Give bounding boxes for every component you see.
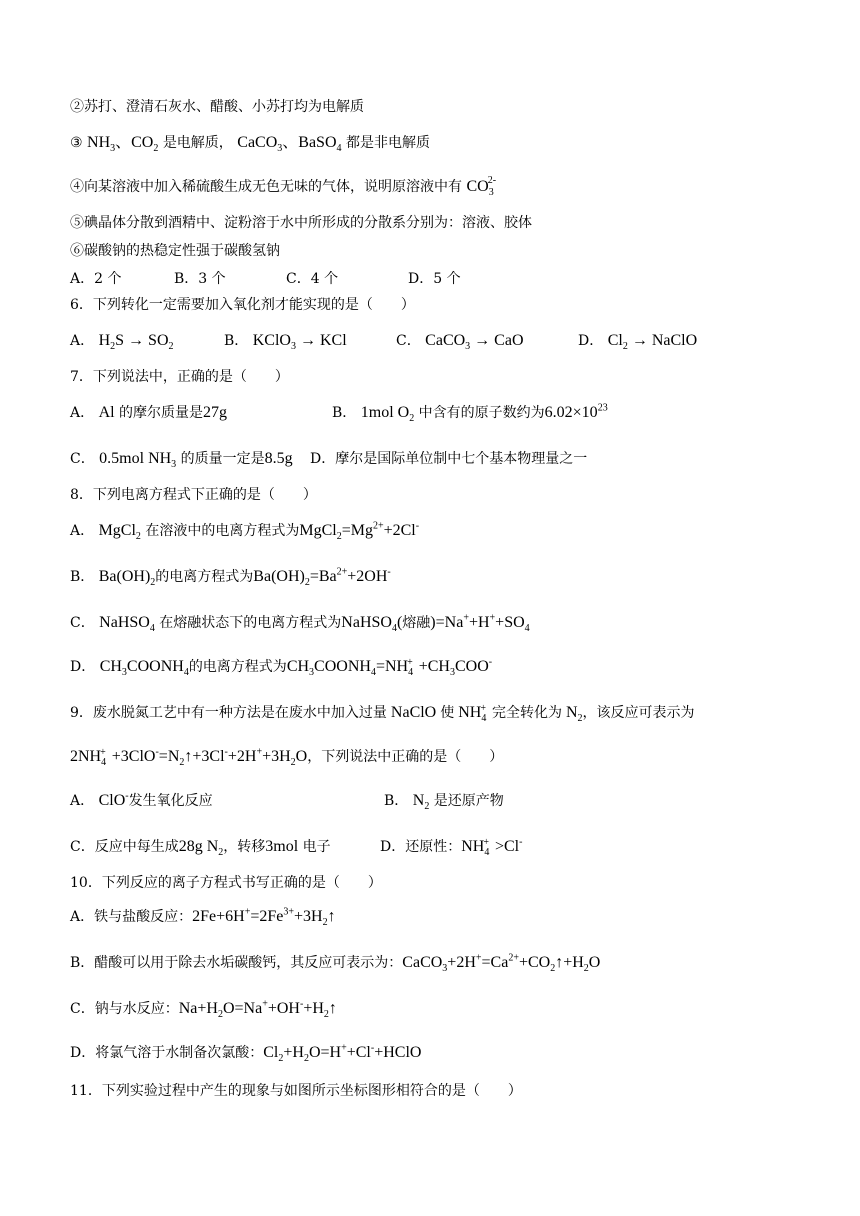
q6-option-b[interactable]: B． KClO$_3$ → KCl	[224, 332, 347, 353]
q7-option-d[interactable]: D．摩尔是国际单位制中七个基本物理量之一	[310, 451, 588, 467]
q9-option-b[interactable]: B． $N_2$ 是还原产物	[384, 792, 504, 813]
q11-stem: 11．下列实验过程中产生的现象与如图所示坐标图形相符合的是（ ）	[70, 1083, 522, 1099]
q8-option-a[interactable]: A． MgCl$_2$ 在溶液中的电离方程式为$MgCl_2=Mg^{2+}+2Cl^-$	[70, 520, 420, 543]
q9-option-c[interactable]: C．反应中每生成28g $N_2$，转移3mol 电子	[70, 838, 331, 859]
statement-6: ⑥碳酸钠的热稳定性强于碳酸氢钠	[70, 243, 280, 259]
q5-option-c[interactable]: C．4 个	[286, 271, 339, 287]
statement-3-text-1: 是电解质，	[162, 135, 233, 151]
statement-3-text-2: 都是非电解质	[345, 135, 430, 151]
statement-5: ⑤碘晶体分散到酒精中、淀粉溶于水中所形成的分散系分别为：溶液、胶体	[70, 215, 532, 231]
q6-option-a[interactable]: A． $H_2S \to SO_2$	[70, 332, 174, 353]
q6-option-d[interactable]: D． $Cl_2$ → NaClO	[578, 332, 698, 353]
q5-option-d[interactable]: D．5 个	[408, 271, 461, 287]
q5-option-b[interactable]: B．3 个	[174, 271, 226, 287]
q10-option-a[interactable]: A．铁与盐酸反应：$2Fe+6H^+=2Fe^{3+}+3H_2↑$	[70, 906, 336, 929]
q8-option-b[interactable]: B． $Ba(OH)_2$的电离方程式为$Ba(OH)_2=Ba^{2+}+2OH^-$	[70, 566, 391, 589]
q6-option-c[interactable]: C． CaCO$_3$ → CaO	[396, 332, 524, 353]
q6-stem: 6．下列转化一定需要加入氧化剂才能实现的是（ ）	[70, 297, 415, 313]
statement-4-text: ④向某溶液中加入稀硫酸生成无色无味的气体，说明原溶液中有	[70, 179, 462, 195]
q9-option-d[interactable]: D．还原性：$NH_4^+ >Cl^-$	[380, 836, 523, 859]
q9-stem-2: $2NH_4^+$ $+3ClO^-=N_2↑+3Cl^-+2H^++3H_2O$，下列说法中正确的是（ ）	[70, 746, 504, 769]
q10-stem: 10．下列反应的离子方程式书写正确的是（ ）	[70, 875, 382, 891]
statement-4: ④向某溶液中加入稀硫酸生成无色无味的气体，说明原溶液中有 $CO_3^{2-}$	[70, 174, 497, 199]
q8-option-c[interactable]: C． NaHSO$_4$ 在熔融状态下的电离方程式为NaHSO$_4$(熔融)$=Na^++H^++SO_4$	[70, 612, 530, 635]
q7-option-c[interactable]: C． 0.5mol $NH_3$ 的质量一定是8.5g	[70, 450, 293, 471]
statement-3: ③ $NH_3$、$CO_2$ 是电解质， CaCO$_3$、BaSO$_4$ 都是非电解质	[70, 134, 430, 155]
q9-option-a[interactable]: A． ClO-发生氧化反应	[70, 790, 213, 809]
q7-option-b[interactable]: B． 1mol $O_2$ 中含有的原子数约为$6.02\times 10^{23}$	[332, 402, 608, 425]
statement-2: ②苏打、澄清石灰水、醋酸、小苏打均为电解质	[70, 99, 364, 115]
q10-option-c[interactable]: C．钠与水反应：$Na+H_2O=Na^++OH^-+H_2↑$	[70, 998, 337, 1021]
q10-option-d[interactable]: D．将氯气溶于水制备次氯酸：$Cl_2+H_2O=H^++Cl^-+HClO$	[70, 1042, 422, 1065]
q7-stem: 7．下列说法中，正确的是（ ）	[70, 369, 289, 385]
q8-option-d[interactable]: D． $CH_3COONH_4$的电离方程式为$CH_3COONH_4=NH_4^+ +CH_3COO^-$	[70, 656, 493, 679]
q7-option-a[interactable]: A． Al 的摩尔质量是27g	[70, 404, 228, 421]
q10-option-b[interactable]: B．醋酸可以用于除去水垢碳酸钙，其反应可表示为：$CaCO_3+2H^+=Ca^{2+}+CO_2↑+H_2O$	[70, 952, 601, 975]
q5-option-a[interactable]: A．2 个	[70, 271, 122, 287]
q9-stem-1: 9．废水脱氮工艺中有一种方法是在废水中加入过量 NaClO 使 $NH_4^+$ 完全转化为 $N_2$，该反应可表示为	[70, 702, 695, 725]
q8-stem: 8．下列电离方程式下正确的是（ ）	[70, 487, 317, 503]
statement-3-marker: ③	[70, 135, 83, 151]
